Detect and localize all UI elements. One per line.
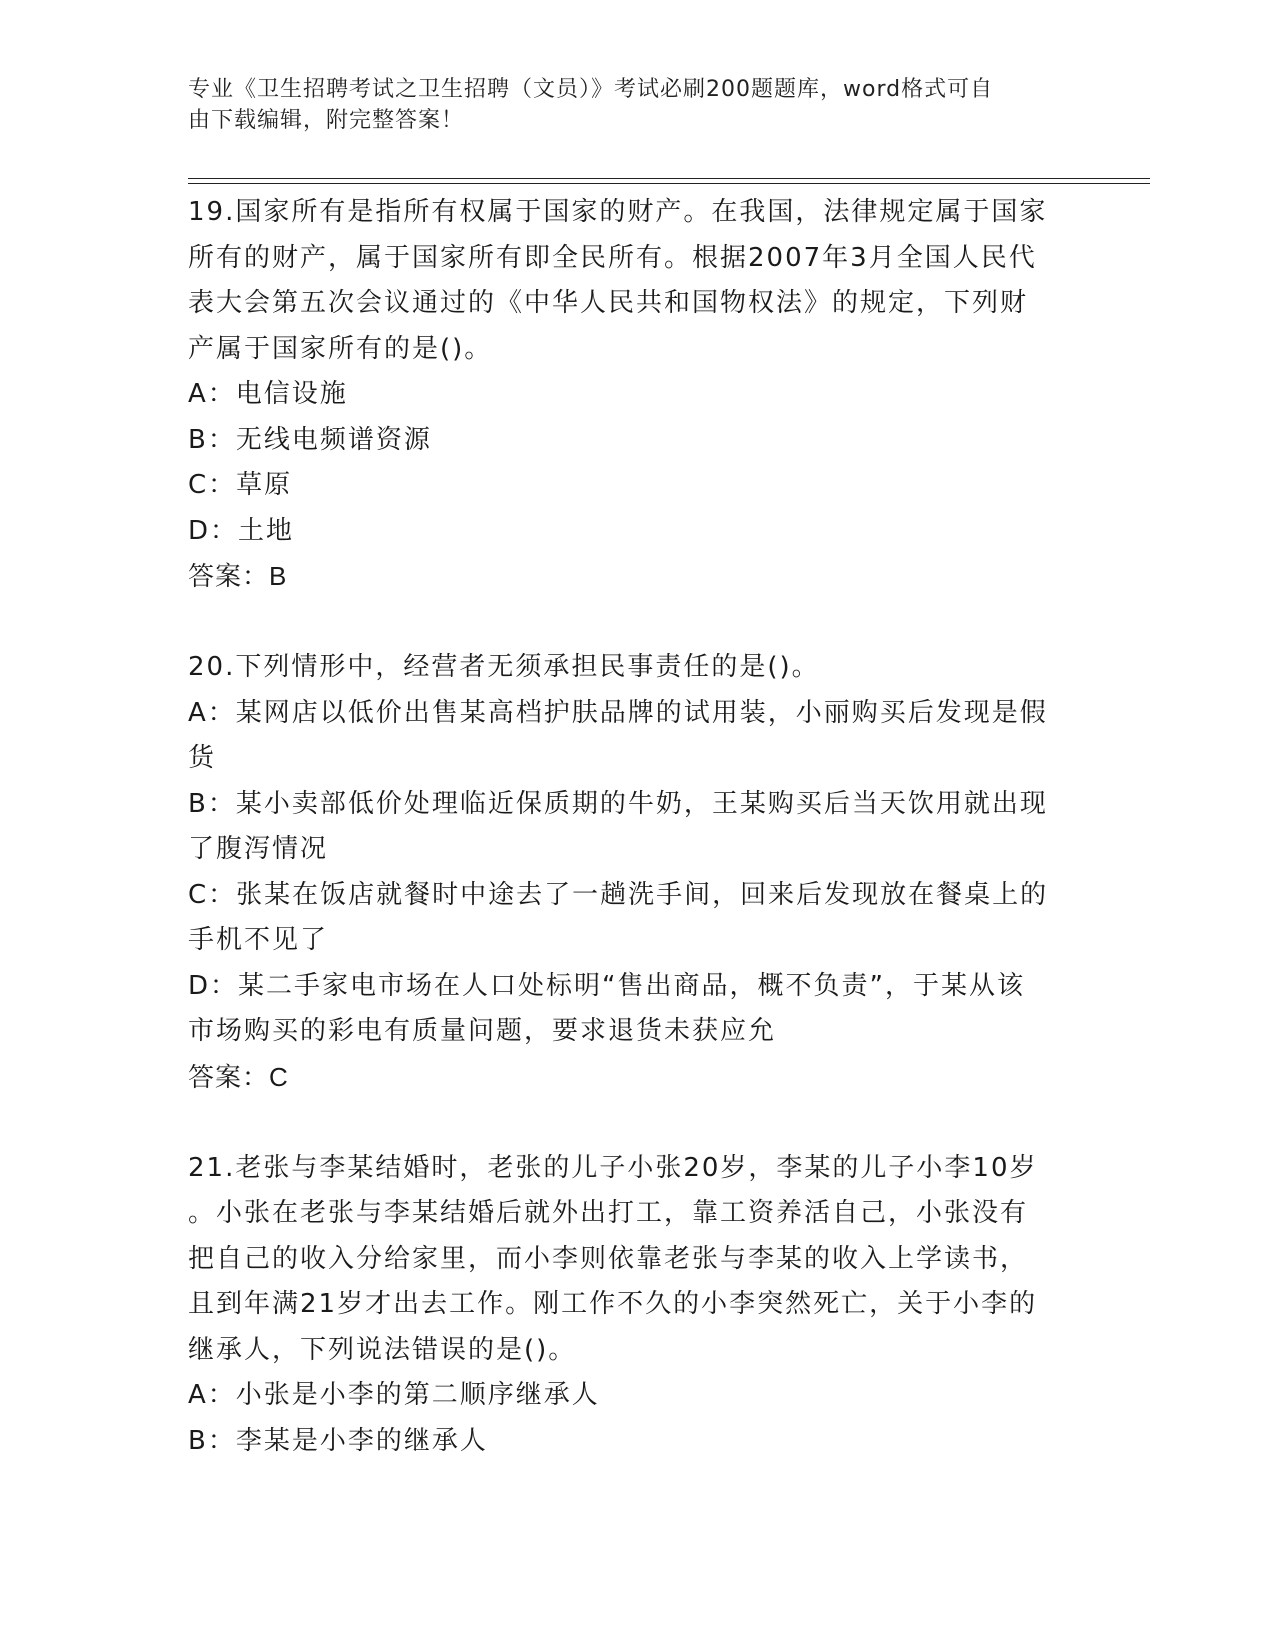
header-line-1: 专业《卫生招聘考试之卫生招聘（文员）》考试必刷200题题库，word格式可自 [188,77,994,102]
option-a: A：某网店以低价出售某高档护肤品牌的试用装，小丽购买后发现是假 [188,697,1048,728]
option-d: D：土地 [188,515,295,546]
option-b: B：李某是小李的继承人 [188,1425,488,1456]
question-stem-line: 20.下列情形中，经营者无须承担民事责任的是()。 [188,652,820,682]
question-list [188,190,1088,1464]
option-b-continued: 了腹泻情况 [188,834,329,864]
option-c: C：草原 [188,470,293,500]
page-header [188,74,1068,136]
question-stem-line: 产属于国家所有的是()。 [188,333,493,364]
question-19 [188,190,1088,600]
header-line-2: 由下载编辑，附完整答案！ [188,108,465,133]
answer-line: 答案：C [188,1061,289,1092]
header-divider-bottom [188,183,1150,184]
header-divider-top [188,178,1150,179]
question-stem-line: 21.老张与李某结婚时，老张的儿子小张20岁，李某的儿子小李10岁 [188,1152,1038,1183]
option-b: B：某小卖部低价处理临近保质期的牛奶，王某购买后当天饮用就出现 [188,788,1048,819]
option-d-continued: 市场购买的彩电有质量问题，要求退货未获应允 [188,1016,777,1046]
question-stem-line: 表大会第五次会议通过的《中华人民共和国物权法》的规定，下列财 [188,288,1029,318]
option-a: A：小张是小李的第二顺序继承人 [188,1380,600,1410]
option-c: C：张某在饭店就餐时中途去了一趟洗手间，回来后发现放在餐桌上的 [188,879,1049,910]
option-c-continued: 手机不见了 [188,925,329,955]
question-stem-line: 且到年满21岁才出去工作。刚工作不久的小李突然死亡，关于小李的 [188,1289,1038,1319]
question-stem-line: 19.国家所有是指所有权属于国家的财产。在我国，法律规定属于国家 [188,197,1048,227]
option-d: D：某二手家电市场在人口处标明“售出商品，概不负责”，于某从该 [188,970,1025,1001]
option-b: B：无线电频谱资源 [188,424,432,455]
spacer [188,600,1088,646]
option-a: A：电信设施 [188,379,348,409]
question-stem-line: 把自己的收入分给家里，而小李则依靠老张与李某的收入上学读书， [188,1243,1029,1274]
option-a-continued: 货 [188,743,217,773]
spacer [188,1100,1088,1146]
question-stem-line: 继承人，下列说法错误的是()。 [188,1334,577,1365]
question-21 [188,1146,1088,1465]
question-stem-line: 所有的财产，属于国家所有即全民所有。根据2007年3月全国人民代 [188,242,1037,273]
question-stem-line: 。小张在老张与李某结婚后就外出打工，靠工资养活自己，小张没有 [188,1198,1029,1228]
answer-line: 答案：B [188,561,288,591]
question-20 [188,645,1088,1100]
